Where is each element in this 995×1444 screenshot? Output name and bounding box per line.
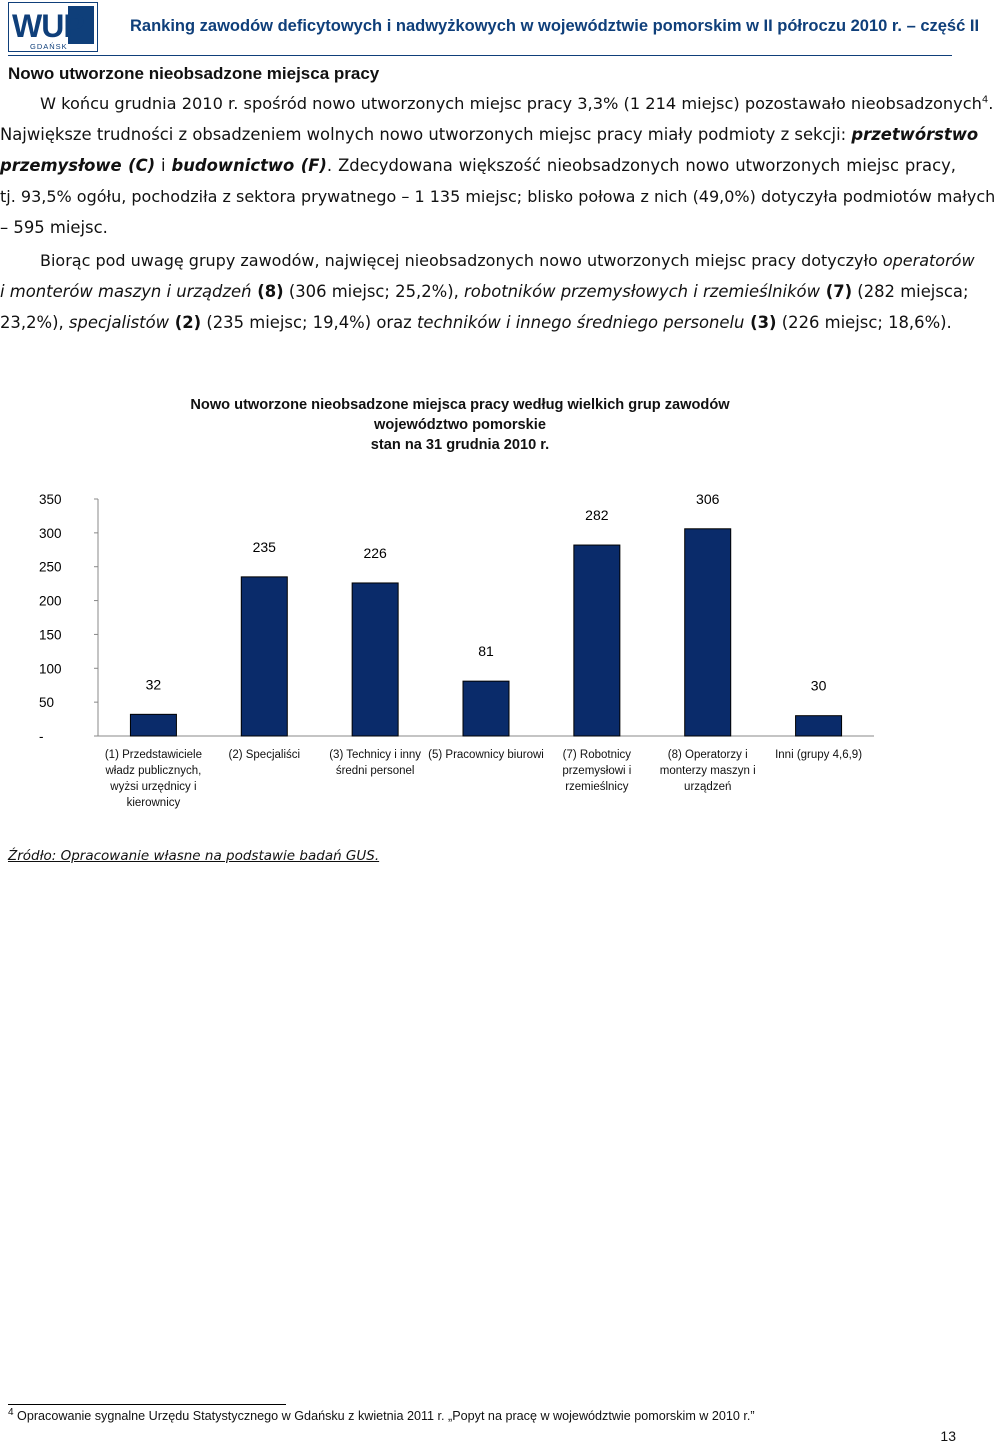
chart-title [0, 395, 920, 455]
y-tick-label: 100 [39, 661, 62, 677]
category-label: (8) Operatorzy i monterzy maszyn i urządzeń [659, 749, 756, 793]
category-label: (5) Pracownicy biurowi [428, 749, 544, 761]
p1-line-4: tj. 93,5% ogółu, pochodziła z sektora prywatnego – 1 135 miejsc; blisko połowa z nich (49,0%) dotyczyła podmiotów małych [0, 187, 995, 206]
bar-value-label: 81 [478, 643, 494, 660]
bar-value-label: 235 [252, 538, 276, 555]
bar [574, 545, 620, 736]
logo-text: WUP [12, 8, 84, 44]
y-tick-label: 250 [39, 559, 62, 575]
y-tick-label: 200 [39, 593, 62, 609]
p1-line-2: Największe trudności z obsadzeniem wolnych nowo utworzonych miejsc pracy miały podmioty z sekcji: przetwórstwo [0, 125, 979, 144]
category-label: Inni (grupy 4,6,9) [775, 749, 863, 761]
chart-title-line-2: województwo pomorskie [374, 417, 546, 433]
bar [463, 681, 509, 736]
y-tick-label: 350 [39, 492, 62, 507]
category-label: (1) Przedstawiciele władz publicznych, wyżsi urzędnicy i kierownicy [104, 749, 202, 809]
section-title: Nowo utworzone nieobsadzone miejsca pracy [8, 64, 380, 83]
bar [352, 583, 398, 736]
category-label: (2) Specjaliści [228, 749, 301, 761]
bar-value-label: 30 [810, 677, 827, 694]
p1-line-3: przemysłowe (C) i budownictwo (F). Zdecydowana większość nieobsadzonych nowo utworzonych miejsc pracy, [0, 156, 956, 175]
y-tick-label: 50 [39, 695, 55, 711]
paragraph-2 [0, 245, 975, 338]
bar [241, 577, 287, 736]
chart-title-line-1: Nowo utworzone nieobsadzone miejsca pracy według wielkich grup zawodów [190, 397, 730, 413]
p2-line-1: Biorąc pod uwagę grupy zawodów, najwięcej nieobsadzonych nowo utworzonych miejsc pracy dotyczyło operatorów [40, 251, 975, 270]
wup-logo [8, 2, 98, 52]
chart-title-line-3: stan na 31 grudnia 2010 r. [370, 437, 550, 453]
category-label: (3) Technicy i inny średni personel [329, 749, 422, 777]
category-label: (7) Robotnicy przemysłowi i rzemieślnicy [562, 749, 632, 793]
logo-subtext: GDAŃSK [30, 42, 68, 51]
bar [130, 714, 176, 736]
p1-line-1: W końcu grudnia 2010 r. spośród nowo utworzonych miejsc pracy 3,3% (1 214 miejsc) pozostawało nieobsadzonych$^4$. [40, 94, 994, 113]
bar-value-label: 306 [696, 490, 720, 507]
footnote [8, 1406, 755, 1423]
header-divider [8, 55, 952, 56]
footnote-text: Opracowanie sygnalne Urzędu Statystycznego w Gdańsku z kwietnia 2011 r. „Popyt na pracę w województwie pomorskim w 2010 r.” [13, 1409, 755, 1423]
paragraph-1 [0, 88, 995, 243]
y-tick-label: 150 [39, 627, 62, 643]
bar [685, 529, 731, 736]
running-header-title: Ranking zawodów deficytowych i nadwyżkowych w województwie pomorskim w II półroczu 2010 r. – część II [130, 17, 980, 35]
p1-line-5: – 595 miejsc. [0, 218, 108, 237]
footnote-number: 4 [8, 1406, 14, 1418]
footnote-divider [8, 1404, 286, 1405]
page-number: 13 [940, 1428, 956, 1444]
bar-value-label: 282 [585, 507, 609, 524]
y-tick-label: 300 [39, 525, 62, 541]
p2-line-3: 23,2%), specjalistów (2) (235 miejsc; 19,4%) oraz techników i innego średniego personelu (3) (226 miejsc; 18,6%). [0, 313, 952, 332]
bar-value-label: 32 [145, 676, 162, 693]
footnote-ref: 4 [981, 94, 989, 106]
y-tick-label: - [39, 729, 44, 744]
p2-line-2: i monterów maszyn i urządzeń (8) (306 miejsc; 25,2%), robotników przemysłowych i rzemieślników (7) (282 miejsca; [0, 282, 969, 301]
source-note: Źródło: Opracowanie własne na podstawie badań GUS. [8, 848, 380, 864]
bar [796, 716, 842, 736]
bar-value-label: 226 [363, 544, 387, 561]
